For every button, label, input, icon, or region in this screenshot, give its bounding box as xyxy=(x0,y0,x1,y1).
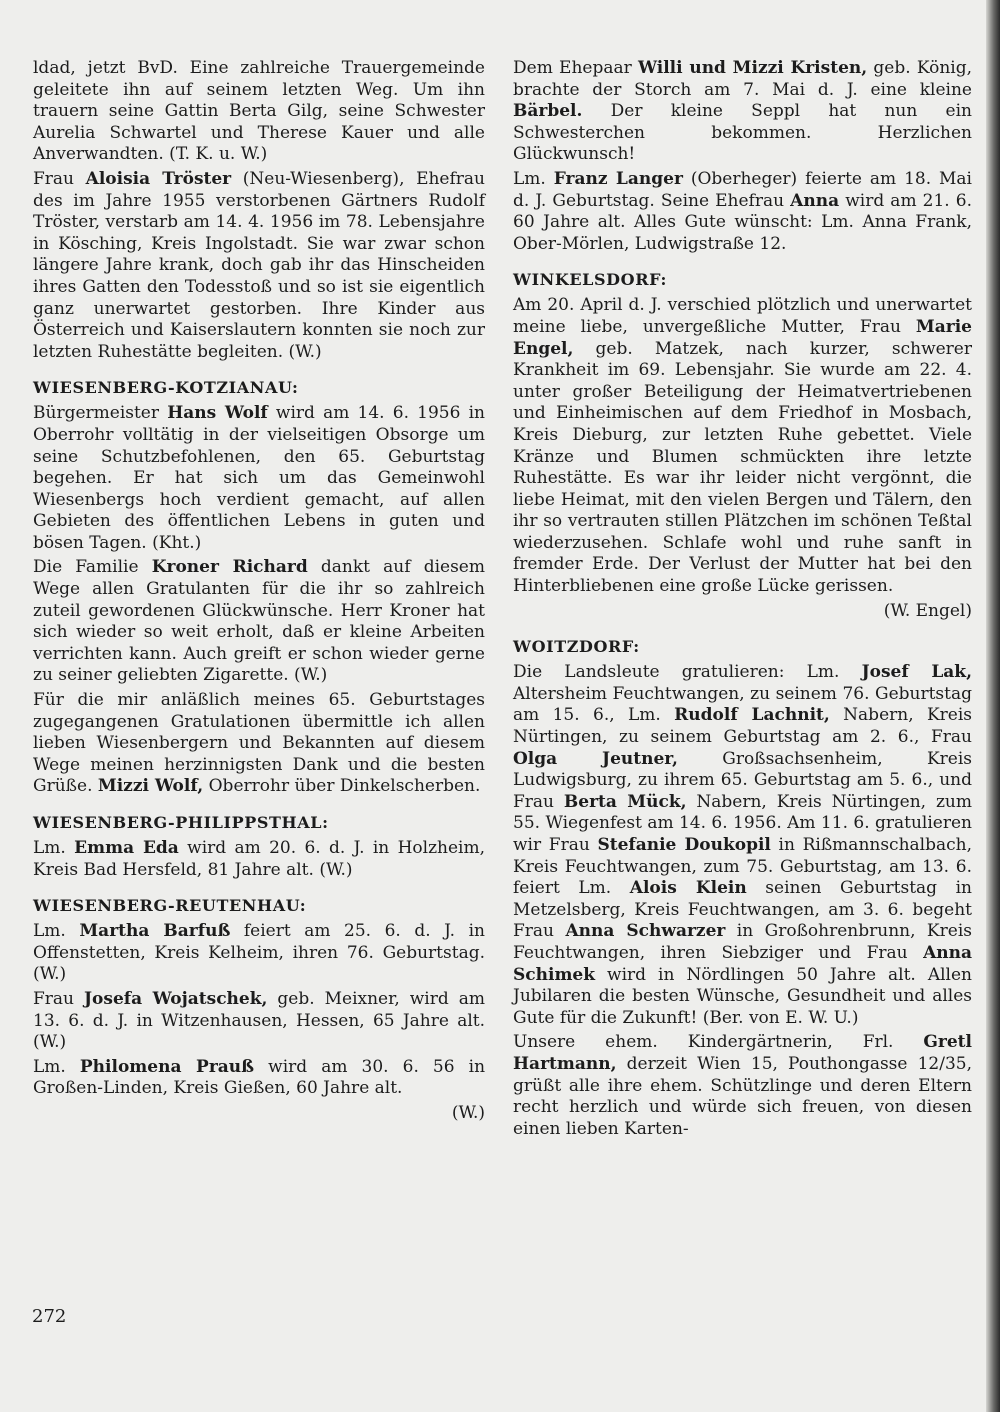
text-run: wird am 14. 6. 1956 in Oberrohr volltätig in der vielseitigen Obsorge um seine Schutzbefohlenen, den 65. Geburtstag begehen. Er hat sich um das Gemeinwohl Wiesenbergs hoch verdient gemacht, auf allen Gebieten des öffentlichen Lebens in guten und bösen Tagen. (Kht.) xyxy=(33,403,485,553)
text-run: wird in Nördlingen 50 Jahre alt. Allen Jubilaren die besten Wünsche, Gesundheit und alles Gute für die Zukunft! (Ber. von E. W. U.) xyxy=(513,964,972,1028)
name-highlight: Kroner Richard xyxy=(151,557,308,578)
name-highlight: Alois Klein xyxy=(629,878,747,899)
paragraph xyxy=(513,1032,972,1140)
paragraph xyxy=(33,169,485,363)
text-run: Dem Ehepaar xyxy=(513,58,638,78)
name-highlight: Mizzi Wolf, xyxy=(97,776,204,797)
right-column xyxy=(513,58,972,1143)
page-binding-edge xyxy=(986,0,1000,1412)
text-run: (Neu-Wiesenberg), Ehefrau des im Jahre 1955 verstorbenen Gärtners Rudolf Tröster, verstarb am 14. 4. 1956 im 78. Lebensjahre in Kösching, Kreis Ingolstadt. Sie war zwar schon längere Jahre krank, doch gab ihr das Hinscheiden ihres Gatten den Todesstoß und so ist sie eigentlich ganz unerwartet gestorben. Ihre Kinder aus Österreich und Kaiserslautern konnten sie noch zur letzten Ruhestätte begleiten. (W.) xyxy=(33,168,485,362)
paragraph xyxy=(33,838,485,881)
paragraph xyxy=(513,295,972,597)
text-run: Lm. xyxy=(33,838,75,858)
paragraph xyxy=(33,921,485,986)
name-highlight: Willi und Mizzi Kristen, xyxy=(637,58,868,78)
text-run: Lm. xyxy=(513,168,554,189)
text-run: Lm. xyxy=(33,921,80,942)
text-run: Großsachsenheim, Kreis Ludwigsburg, zu ihrem 65. Geburtstag am 5. 6., und Frau xyxy=(513,748,972,812)
text-run: wird am 20. 6. d. J. in Holzheim, Kreis Bad Hersfeld, 81 Jahre alt. (W.) xyxy=(33,838,486,880)
paragraph xyxy=(33,1057,485,1100)
name-highlight: Rudolf Lachnit, xyxy=(674,705,830,726)
text-run: Der kleine Seppl hat nun ein Schwesterchen bekommen. Herzlichen Glückwunsch! xyxy=(513,101,972,165)
section-heading: WIESENBERG-KOTZIANAU: xyxy=(33,378,299,398)
name-highlight: Franz Langer xyxy=(553,168,683,189)
name-highlight: Bärbel. xyxy=(513,101,583,122)
page-number: 272 xyxy=(32,1306,67,1327)
text-run: ldad, jetzt BvD. Eine zahlreiche Trauergemeinde geleitete ihn auf seinem letzten Weg. Um ihn trauern seine Gattin Berta Gilg, seine Schwester Aurelia Schwartel und Therese Kauer und alle Anverwandten. (T. K. u. W.) xyxy=(33,58,485,165)
section-heading: WIESENBERG-PHILIPPSTHAL: xyxy=(33,813,329,832)
left-column xyxy=(33,58,485,1128)
text-run: seinen Geburtstag in Metzelsberg, Kreis Feuchtwangen, am 3. 6. begeht Frau xyxy=(513,878,972,942)
name-highlight: Stefanie Doukopil xyxy=(597,835,771,855)
text-run: Die Familie xyxy=(33,557,152,578)
text-run: Die Landsleute gratulieren: Lm. xyxy=(513,662,862,683)
section-heading: WIESENBERG-REUTENHAU: xyxy=(33,896,307,916)
text-run: in Rißmannschalbach, Kreis Feuchtwangen, zum 75. Geburtstag, am 13. 6. feiert Lm. xyxy=(513,835,972,899)
name-highlight: Philomena Prauß xyxy=(79,1056,255,1077)
name-highlight: Olga Jeutner, xyxy=(513,748,678,769)
paragraph xyxy=(33,403,485,554)
text-run: wird am 21. 6. 60 Jahre alt. Alles Gute wünscht: Lm. Anna Frank, Ober-Mörlen, Ludwigstraße 12. xyxy=(513,190,973,254)
text-run: feiert am 25. 6. d. J. in Offenstetten, Kreis Kelheim, ihren 76. Geburtstag. (W.) xyxy=(33,921,485,985)
name-highlight: Aloisia Tröster xyxy=(85,168,232,189)
text-run: (Oberheger) feierte am 18. Mai d. J. Geburtstag. Seine Ehefrau xyxy=(513,168,972,211)
name-highlight: Berta Mück, xyxy=(563,791,687,812)
section-heading: WOITZDORF: xyxy=(513,637,640,657)
name-highlight: Martha Barfuß xyxy=(79,921,231,942)
paragraph xyxy=(513,169,972,255)
paragraph xyxy=(33,690,485,798)
text-run: Lm. xyxy=(33,1056,80,1077)
text-run: Altersheim Feuchtwangen, zu seinem 76. Geburtstag am 15. 6., Lm. xyxy=(513,683,972,726)
name-highlight: Marie Engel, xyxy=(513,316,972,359)
text-run: dankt auf diesem Wege allen Gratulanten für die ihr so zahlreich zuteil gewordenen Glückwünsche. Herr Kroner hat sich wieder so weit erholt, daß er kleine Arbeiten verrichten kann. Auch greift er schon wieder gerne zu seiner geliebten Zigarette. (W.) xyxy=(33,557,485,686)
text-run: Nabern, Kreis Nürtingen, zum 55. Wiegenfest am 14. 6. 1956. Am 11. 6. gratulieren wir Frau xyxy=(513,791,972,855)
attribution: (W.) xyxy=(451,1102,485,1123)
text-run: Oberrohr über Dinkelscherben. xyxy=(203,776,481,797)
text-run: Nabern, Kreis Nürtingen, zu seinem Geburtstag am 2. 6., Frau xyxy=(513,705,973,748)
text-run: geb. Matzek, nach kurzer, schwerer Krankheit im 69. Lebensjahr. Sie wurde am 22. 4. unter großer Beteiligung der Heimatvertriebenen und Einheimischen auf dem Friedhof in Mosbach, Kreis Dieburg, zur letzten Ruhe gebettet. Viele Kränze und Blumen schmückten ihre letzte Ruhestätte. Es war ihr leider nicht vergönnt, die liebe Heimat, mit den vielen Bergen und Tälern, den ihr so vertrauten stillen Plätzchen im schönen Teßtal wiederzusehen. Schlafe wohl und ruhe sanft in fremder Erde. Der Verlust der Mutter hat bei den Hinterbliebenen eine große Lücke gerissen. xyxy=(513,338,972,597)
paragraph xyxy=(513,662,972,1029)
text-run: geb. Meixner, wird am 13. 6. d. J. in Witzenhausen, Hessen, 65 Jahre alt. (W.) xyxy=(33,988,485,1053)
text-run: geb. König, brachte der Storch am 7. Mai d. J. eine kleine xyxy=(513,58,972,100)
section-heading: WINKELSDORF: xyxy=(513,270,667,290)
paragraph xyxy=(33,557,485,687)
name-highlight: Josef Lak, xyxy=(861,662,972,683)
text-run: Frau xyxy=(33,168,86,189)
text-run: Unsere ehem. Kindergärtnerin, Frl. xyxy=(513,1032,924,1053)
text-run: Am 20. April d. J. verschied plötzlich und unerwartet meine liebe, unvergeßliche Mutter, Frau xyxy=(513,295,972,337)
paragraph xyxy=(33,989,485,1054)
name-highlight: Anna Schwarzer xyxy=(565,921,726,942)
name-highlight: Josefa Wojatschek, xyxy=(83,988,268,1009)
name-highlight: Anna xyxy=(790,190,840,211)
text-run: in Großohrenbrunn, Kreis Feuchtwangen, ihren Siebziger und Frau xyxy=(513,921,972,963)
text-run: wird am 30. 6. 56 in Großen-Linden, Kreis Gießen, 60 Jahre alt. xyxy=(33,1056,486,1099)
text-run: derzeit Wien 15, Pouthongasse 12/35, grüßt alle ihre ehem. Schützlinge und deren Eltern recht herzlich und würde sich freuen, von diesen einen lieben Karten- xyxy=(513,1053,972,1139)
attribution: (W. Engel) xyxy=(883,600,972,621)
text-run: Für die mir anläßlich meines 65. Geburtstages zugegangenen Gratulationen übermittle ich allen lieben Wiesenbergern und Bekannten auf diesem Wege meinen herzinnigsten Dank und die besten Grüße. xyxy=(33,690,485,797)
name-highlight: Emma Eda xyxy=(74,838,179,858)
name-highlight: Hans Wolf xyxy=(167,403,268,424)
text-run: Frau xyxy=(33,988,84,1009)
paragraph xyxy=(33,58,485,166)
paragraph xyxy=(513,58,972,166)
text-run: Bürgermeister xyxy=(33,403,168,424)
name-highlight: Gretl Hartmann, xyxy=(513,1032,972,1074)
name-highlight: Anna Schimek xyxy=(513,942,972,985)
